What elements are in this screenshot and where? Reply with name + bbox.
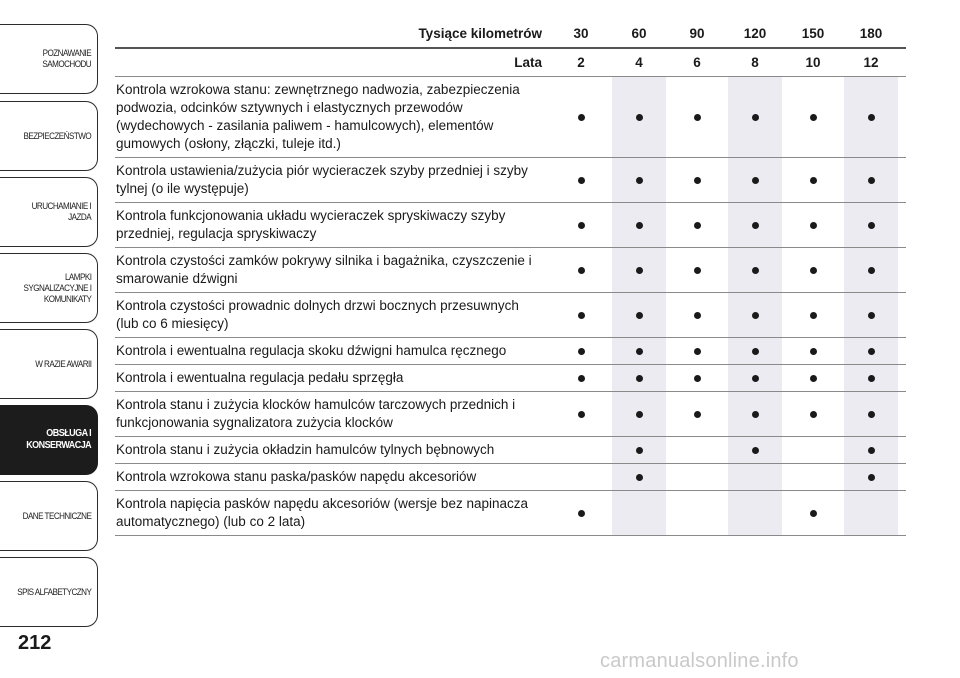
table-row (115, 463, 906, 490)
check-dot-icon (636, 474, 643, 481)
interval-cell (784, 248, 842, 292)
check-dot-icon (810, 375, 817, 382)
interval-cell (610, 203, 668, 247)
sidebar-tab-label: POZNAWANIE SAMOCHODU (42, 48, 91, 69)
interval-cell (784, 338, 842, 364)
table-row (115, 364, 906, 391)
check-dot-icon (868, 267, 875, 274)
maintenance-table (115, 20, 906, 536)
table-row (115, 157, 906, 202)
interval-cell (552, 365, 610, 391)
row-description: Kontrola wzrokowa stanu paska/pasków napędu akcesoriów (116, 469, 477, 484)
check-dot-icon (868, 474, 875, 481)
interval-cell (552, 437, 610, 463)
table-row (115, 391, 906, 436)
check-dot-icon (868, 177, 875, 184)
interval-cell (668, 464, 726, 490)
check-dot-icon (578, 177, 585, 184)
interval-cell (610, 338, 668, 364)
check-dot-icon (752, 114, 759, 121)
check-dot-icon (636, 222, 643, 229)
check-dot-icon (636, 267, 643, 274)
row-description: Kontrola stanu i zużycia okładzin hamulców tylnych bębnowych (116, 442, 495, 457)
interval-cell (552, 203, 610, 247)
interval-cell (726, 491, 784, 535)
row-description: Kontrola funkcjonowania układu wycieraczek spryskiwaczy szyby przedniej, regulacja spryskiwaczy (116, 208, 506, 241)
header-km-cell: 30 (573, 26, 589, 41)
interval-cell (552, 248, 610, 292)
check-dot-icon (752, 375, 759, 382)
interval-cell (668, 338, 726, 364)
check-dot-icon (578, 114, 585, 121)
check-dot-icon (810, 222, 817, 229)
check-dot-icon (868, 312, 875, 319)
interval-cell (726, 338, 784, 364)
check-dot-icon (636, 177, 643, 184)
check-dot-icon (636, 114, 643, 121)
interval-cell (610, 491, 668, 535)
check-dot-icon (868, 222, 875, 229)
check-dot-icon (752, 411, 759, 418)
interval-cell (552, 464, 610, 490)
interval-cell (784, 365, 842, 391)
header-row-km (115, 20, 906, 49)
check-dot-icon (578, 510, 585, 517)
check-dot-icon (810, 510, 817, 517)
header-km-cell: 120 (743, 26, 767, 41)
check-dot-icon (694, 114, 701, 121)
interval-cell (784, 158, 842, 202)
sidebar-tab-2[interactable] (0, 101, 98, 171)
check-dot-icon (636, 375, 643, 382)
interval-cell (784, 293, 842, 337)
check-dot-icon (578, 222, 585, 229)
interval-cell (668, 293, 726, 337)
table-row (115, 76, 906, 157)
check-dot-icon (694, 375, 701, 382)
table-row (115, 436, 906, 463)
check-dot-icon (578, 411, 585, 418)
interval-cell (842, 491, 900, 535)
sidebar-tab-label: W RAZIE AWARII (34, 358, 91, 369)
interval-cell (552, 158, 610, 202)
row-description: Kontrola czystości prowadnic dolnych drzwi bocznych przesuwnych (lub co 6 miesięcy) (116, 298, 519, 331)
interval-cell (842, 392, 900, 436)
header-years-cell: 6 (693, 55, 701, 70)
table-bottom-rule (115, 535, 906, 536)
row-description: Kontrola i ewentualna regulacja pedału sprzęgła (116, 370, 404, 385)
interval-cell (610, 158, 668, 202)
interval-cell (726, 464, 784, 490)
sidebar-tab-label: DANE TECHNICZNE (22, 510, 91, 521)
interval-cell (610, 437, 668, 463)
header-years-cell: 12 (863, 55, 879, 70)
header-km-label: Tysiące kilometrów (418, 26, 542, 41)
sidebar-tab-label: OBSŁUGA I KONSERWACJA (26, 428, 91, 451)
sidebar-tab-label: LAMPKI SYGNALIZACYJNE I KOMUNIKATY (23, 271, 91, 304)
row-description: Kontrola czystości zamków pokrywy silnika i bagażnika, czyszczenie i smarowanie dźwigni (116, 253, 532, 286)
table-row (115, 490, 906, 535)
interval-cell (552, 293, 610, 337)
interval-cell (610, 392, 668, 436)
header-km-cell: 90 (689, 26, 705, 41)
interval-cell (668, 248, 726, 292)
check-dot-icon (578, 348, 585, 355)
row-description: Kontrola stanu i zużycia klocków hamulców tarczowych przednich i funkcjonowania sygnalizatora zużycia klocków (116, 397, 516, 430)
check-dot-icon (868, 411, 875, 418)
check-dot-icon (636, 411, 643, 418)
interval-cell (726, 203, 784, 247)
check-dot-icon (752, 267, 759, 274)
table-body (115, 76, 906, 535)
table-row (115, 292, 906, 337)
interval-cell (726, 77, 784, 157)
table-row (115, 202, 906, 247)
check-dot-icon (578, 312, 585, 319)
interval-cell (784, 437, 842, 463)
check-dot-icon (810, 267, 817, 274)
interval-cell (610, 365, 668, 391)
check-dot-icon (578, 267, 585, 274)
check-dot-icon (810, 312, 817, 319)
interval-cell (726, 248, 784, 292)
row-description: Kontrola i ewentualna regulacja skoku dźwigni hamulca ręcznego (116, 343, 507, 358)
sidebar-tab-label: BEZPIECZEŃSTWO (23, 130, 91, 141)
check-dot-icon (636, 312, 643, 319)
check-dot-icon (694, 267, 701, 274)
check-dot-icon (694, 312, 701, 319)
interval-cell (552, 77, 610, 157)
interval-cell (668, 203, 726, 247)
interval-cell (784, 491, 842, 535)
interval-cell (668, 365, 726, 391)
interval-cell (842, 464, 900, 490)
interval-cell (842, 365, 900, 391)
sidebar-tab-5[interactable] (0, 329, 98, 399)
interval-cell (726, 365, 784, 391)
row-description: Kontrola wzrokowa stanu: zewnętrznego nadwozia, zabezpieczenia podwozia, odcinków sztywnych i elastycznych przewodów (wydechowych - zasilania paliwem - hamulcowych), elementów gumowych (osłony, złączki, tuleje itd.) (116, 82, 520, 151)
check-dot-icon (578, 375, 585, 382)
sidebar-tab-3[interactable] (0, 177, 98, 247)
header-years-cell: 8 (751, 55, 759, 70)
interval-cell (668, 158, 726, 202)
header-km-cell: 60 (631, 26, 647, 41)
interval-cell (842, 437, 900, 463)
interval-cell (726, 392, 784, 436)
interval-cell (552, 338, 610, 364)
check-dot-icon (636, 447, 643, 454)
interval-cell (784, 392, 842, 436)
interval-cell (726, 158, 784, 202)
check-dot-icon (752, 222, 759, 229)
sidebar-tab-6[interactable] (0, 405, 98, 475)
sidebar-tab-4[interactable] (0, 253, 98, 323)
table-row (115, 337, 906, 364)
check-dot-icon (810, 411, 817, 418)
interval-cell (726, 437, 784, 463)
check-dot-icon (810, 177, 817, 184)
interval-cell (668, 491, 726, 535)
interval-cell (842, 158, 900, 202)
page-number: 212 (18, 632, 52, 654)
interval-cell (610, 464, 668, 490)
check-dot-icon (752, 348, 759, 355)
interval-cell (784, 203, 842, 247)
interval-cell (842, 203, 900, 247)
interval-cell (842, 248, 900, 292)
check-dot-icon (694, 411, 701, 418)
interval-cell (668, 437, 726, 463)
watermark-text: carmanualsonline.info (600, 650, 799, 672)
interval-cell (784, 77, 842, 157)
header-km-cell: 150 (801, 26, 825, 41)
check-dot-icon (694, 222, 701, 229)
check-dot-icon (868, 348, 875, 355)
check-dot-icon (694, 177, 701, 184)
check-dot-icon (752, 312, 759, 319)
row-description: Kontrola ustawienia/zużycia piór wycieraczek szyby przedniej i szyby tylnej (o ile występuje) (116, 163, 528, 196)
interval-cell (726, 293, 784, 337)
chapter-sidebar (0, 0, 100, 678)
check-dot-icon (810, 348, 817, 355)
sidebar-tab-1[interactable] (0, 24, 98, 94)
header-km-cell: 180 (859, 26, 883, 41)
interval-cell (668, 77, 726, 157)
sidebar-tab-7[interactable] (0, 481, 98, 551)
table-row (115, 247, 906, 292)
interval-cell (842, 77, 900, 157)
interval-cell (842, 293, 900, 337)
check-dot-icon (752, 177, 759, 184)
check-dot-icon (868, 375, 875, 382)
header-years-label: Lata (514, 55, 542, 70)
check-dot-icon (752, 447, 759, 454)
row-description: Kontrola napięcia pasków napędu akcesoriów (wersje bez napinacza automatycznego) (lub co 2 lata) (116, 496, 528, 529)
interval-cell (610, 248, 668, 292)
check-dot-icon (868, 447, 875, 454)
interval-cell (552, 392, 610, 436)
header-years-cell: 2 (577, 55, 585, 70)
interval-cell (610, 293, 668, 337)
sidebar-tab-8[interactable] (0, 557, 98, 627)
check-dot-icon (694, 348, 701, 355)
sidebar-tab-label: URUCHAMIANIE I JAZDA (31, 201, 91, 222)
check-dot-icon (868, 114, 875, 121)
interval-cell (552, 491, 610, 535)
check-dot-icon (810, 114, 817, 121)
interval-cell (668, 392, 726, 436)
header-years-cell: 10 (805, 55, 821, 70)
interval-cell (784, 464, 842, 490)
check-dot-icon (636, 348, 643, 355)
header-years-cell: 4 (635, 55, 643, 70)
interval-cell (610, 77, 668, 157)
header-row-years (115, 49, 906, 76)
interval-cell (842, 338, 900, 364)
sidebar-tab-label: SPIS ALFABETYCZNY (16, 586, 91, 597)
